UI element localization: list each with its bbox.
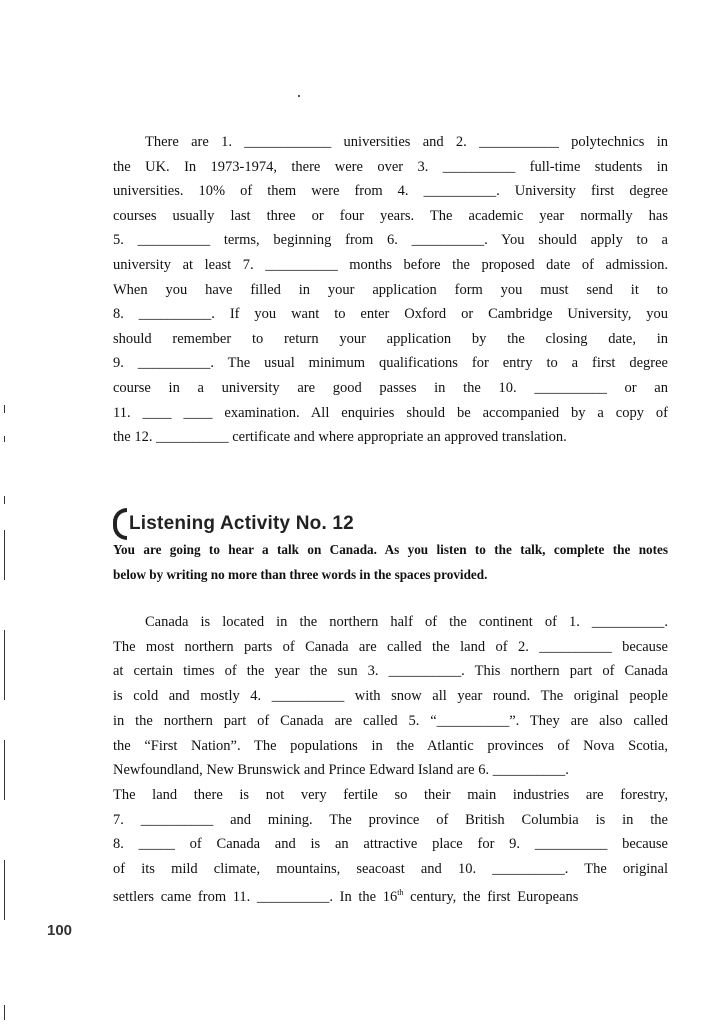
text-line: 8. __________. If you want to enter Oxford or Cambridge University, you: [113, 306, 668, 323]
scan-margin-mark: [4, 496, 5, 504]
scan-margin-mark: [4, 405, 5, 413]
page-number: 100: [47, 922, 73, 939]
text-line: of its mild climate, mountains, seacoast and 10. __________. The original: [113, 861, 668, 877]
text-line: course in a university are good passes in the 10. __________ or an: [113, 380, 668, 396]
text-line: is cold and mostly 4. __________ with snow all year round. The original people: [113, 688, 668, 705]
superscript-th: th: [397, 888, 404, 897]
scan-margin-mark: [4, 630, 5, 700]
text-line: 7. __________ and mining. The province of British Columbia is in the: [113, 811, 668, 828]
text-line: There are 1. ____________ universities and 2. ___________ polytechnics in: [145, 134, 668, 150]
scan-margin-mark: [4, 1005, 5, 1020]
section-heading: [113, 508, 354, 540]
scan-margin-mark: [4, 436, 5, 442]
text-line: the UK. In 1973-1974, there were over 3. __________ full-time students in: [113, 158, 668, 175]
scan-margin-mark: [4, 860, 5, 920]
text-line: should remember to return your application by the closing date, in: [113, 330, 668, 347]
text-line: the “First Nation”. The populations in the Atlantic provinces of Nova Scotia,: [113, 737, 668, 754]
text-line: 5. __________ terms, beginning from 6. __________. You should apply to a: [113, 232, 668, 249]
text-line: 8. _____ of Canada and is an attractive place for 9. __________ because: [113, 836, 668, 853]
text-line: at certain times of the year the sun 3. __________. This northern part of Canada: [113, 663, 668, 680]
text-line: Canada is located in the northern half of the continent of 1. __________.: [145, 614, 668, 630]
text-line: The land there is not very fertile so their main industries are forestry,: [113, 786, 668, 803]
scan-margin-mark: [4, 740, 5, 800]
heading-bracket-icon: [113, 508, 127, 540]
scan-margin-mark: [4, 530, 5, 580]
text-line: Newfoundland, New Brunswick and Prince Edward Island are 6. __________.: [113, 762, 569, 779]
instruction-line: You are going to hear a talk on Canada. As you listen to the talk, complete the notes: [113, 542, 668, 557]
text-line: in the northern part of Canada are called 5. “__________”. They are also called: [113, 712, 668, 729]
instruction-line: below by writing no more than three words in the spaces provided.: [113, 567, 488, 582]
line-text: century, the first Europeans: [403, 888, 579, 905]
text-line: universities. 10% of them were from 4. __________. University first degree: [113, 183, 668, 200]
text-line: courses usually last three or four years. The academic year normally has: [113, 207, 668, 224]
text-line: [113, 884, 668, 906]
text-line: the 12. __________ certificate and where appropriate an approved translation.: [113, 429, 567, 446]
scan-speck: [298, 95, 300, 97]
line-text: settlers came from 11. __________. In the 16: [113, 888, 398, 905]
text-line: When you have filled in your application form you must send it to: [113, 281, 668, 298]
text-line: university at least 7. __________ months before the proposed date of admission.: [113, 257, 668, 273]
text-line: The most northern parts of Canada are called the land of 2. __________ because: [113, 638, 668, 655]
text-line: 9. __________. The usual minimum qualifications for entry to a first degree: [113, 355, 668, 372]
text-line: 11. ____ ____ examination. All enquiries should be accompanied by a copy of: [113, 404, 668, 421]
heading-text: Listening Activity No. 12: [129, 513, 354, 535]
